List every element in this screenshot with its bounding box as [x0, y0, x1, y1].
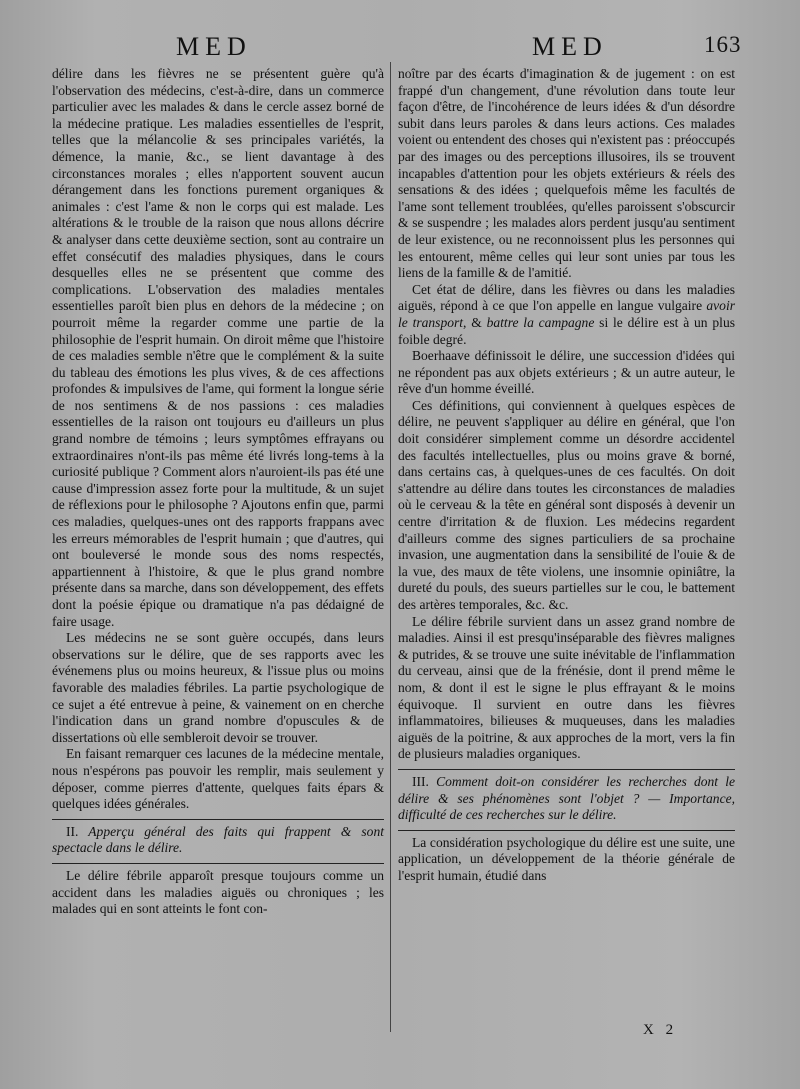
text-run: , & — [463, 314, 487, 330]
section-rule — [52, 863, 384, 864]
left-paragraph-2: Les médecins ne se sont guère occupés, dans leurs observations sur le délire, que de ses rapports avec les événemens plus ou moins heureux, & l'issue plus ou moins favorable des maladies fébriles. La partie psychologique de ce sujet a été entrevue à peine, & vainement on en cherche l'indication dans un grand nombre d'opuscules & de dissertations où elle sembleroit devoir se trouver. — [52, 630, 384, 745]
section-heading-2 — [52, 824, 384, 857]
section-number-3: III. — [412, 773, 429, 789]
left-paragraph-3: En faisant remarquer ces lacunes de la médecine mentale, nous n'espérons pas pouvoir les remplir, mais seulement y déposer, comme pierres d'attente, quelques faits épars & quelques idées générales. — [52, 746, 384, 812]
italic-phrase: avoir le transport — [398, 298, 735, 330]
column-divider — [390, 62, 391, 1032]
section-rule — [398, 830, 735, 831]
running-head-left: MED — [176, 32, 252, 61]
section-rule — [52, 819, 384, 820]
left-column — [52, 66, 384, 918]
left-paragraph-4: Le délire fébrile apparoît presque toujours comme un accident dans les maladies aiguës ou chroniques ; les malades qui en sont atteints le font con- — [52, 867, 384, 917]
section-rule — [398, 769, 735, 770]
section-title-3: Comment doit-on considérer les recherches dont le délire & ses phénomènes sont l'objet ? — Importance, difficulté de ces recherches sur le délire. — [398, 773, 735, 823]
right-paragraph-2 — [398, 282, 735, 348]
left-paragraph-1: délire dans les fièvres ne se présentent guère qu'à l'observation des médecins, c'est-à-dire, dans un commerce particulier avec les malades & dans le cercle assez borné de la médecine pratique. Les maladies essentielles de l'esprit, telles que la mélancolie & ses principales variétés, la démence, la manie, &c., se lient davantage à des circonstances morales ; elles n'apportent souvent aucun dérangement dans les fonctions purement organiques & animales : c'est l'ame & non le corps qui est malade. Les altérations & le trouble de la raison que nous allons décrire & analyser dans cette deuxième section, sont au contraire un effet consécutif des maladies physiques, dans le cours desquelles elles ne se présentent que comme des complications. L'observation des maladies mentales essentielles paroît bien plus en dehors de la médecine ; on pourroit même la regarder comme une partie de la philosophie de l'esprit humain. On diroit même que l'histoire de ces maladies semble n'être que le complément & la suite du tableau des émotions les plus vives, & de ces affections profondes & impulsives de l'ame, qui forment la longue série de nos sentimens & de nos passions : ces maladies essentielles de la raison ont toujours eu d'ailleurs un plus grand nombre de témoins ; leurs symptômes effrayans ou extraordinaires n'ont-ils pas même été livrés long-tems à la curiosité publique ? Comment alors n'auroient-ils pas été une cause d'impression assez forte pour la multitude, & un sujet de réflexions pour le philosophe ? Ajoutons enfin que, parmi ces maladies, quelques-unes ont des rapports frappans avec les erreurs mémorables de l'esprit humain ; que d'autres, qui ont bouleversé le monde sous des noms respectés, appartiennent à l'histoire, & que le plus grand nombre présente dans sa marche, dans son développement, des effets dont la poésie épique ou dramatique n'a pas dédaigné de faire usage. — [52, 66, 384, 629]
right-column — [398, 66, 735, 885]
page-number: 163 — [704, 32, 742, 57]
right-paragraph-6: La considération psychologique du délire est une suite, une application, un développement de la théorie générale de l'esprit humain, étudié dans — [398, 834, 735, 883]
running-head-right: MED — [532, 32, 608, 61]
text-run: si le délire est à un plus foible degré. — [398, 314, 735, 347]
right-paragraph-3: Boerhaave définissoit le délire, une succession d'idées qui ne répondent pas aux objets extérieurs ; & un autre auteur, le rêve d'un homme éveillé. — [398, 348, 735, 397]
right-paragraph-5: Le délire fébrile survient dans un assez grand nombre de maladies. Ainsi il est presqu'inséparable des fièvres malignes & putrides, & se trouve une suite inévitable de l'inflammation du cerveau, ainsi que de la frénésie, dont il prend même le nom, & dont il est le signe le plus effrayant & le moins équivoque. Il survient en outre dans les fièvres inflammatoires, bilieuses & muqueuses, dans les maladies aiguës de la poitrine, & aux approches de la mort, vers la fin de plusieurs maladies organiques. — [398, 613, 735, 762]
text-run: Cet état de délire, dans les fièvres ou dans les maladies aiguës, répond à ce que l'on appelle en langue vulgaire — [398, 281, 735, 314]
signature-mark: X 2 — [643, 1022, 678, 1038]
section-heading-3 — [398, 774, 735, 824]
section-title-2: Apperçu général des faits qui frappent & sont spectacle dans le délire. — [52, 823, 384, 856]
section-number-2: II. — [66, 823, 79, 839]
italic-phrase: battre la campagne — [486, 314, 595, 330]
right-paragraph-1: noître par des écarts d'imagination & de jugement : on est frappé d'un changement, d'une révolution dans toute leur façon d'être, de l'incohérence de leurs idées & d'un désordre subit dans leurs paroles & dans leurs actions. Ces malades voient ou entendent des choses qui n'existent pas : préoccupés par des images ou des perceptions illusoires, ils se trouvent incapables d'attention pour les objets extérieurs & réels des sensations & des idées ; quelquefois même les facultés de l'ame sont tellement troublées, qu'elles paroissent s'obscurcir & se suspendre ; les malades alors perdent jusqu'au sentiment de leur existence, ou ne reconnoissent plus les personnes qui les entourent, même celles qui leur sont unies par tous les liens de la famille & de l'amitié. — [398, 66, 735, 281]
right-paragraph-4: Ces définitions, qui conviennent à quelques espèces de délire, ne peuvent s'appliquer au délire en général, que l'on doit considérer simplement comme un désordre accidentel des facultés intellectuelles, plus ou moins grave & borné, dans certains cas, à quelques-unes de ces facultés. On doit s'attendre au délire dans toutes les circonstances de maladies où le cerveau & la tête en général sont disposés à devenir un centre d'irritation & de fluxion. Les médecins regardent d'ailleurs comme des signes particuliers de sa prochaine invasion, une augmentation dans la sensibilité de l'ouie & de la vue, des maux de tête violens, une insomnie opiniâtre, la dureté du pouls, des sueurs partielles sur le cou, le battement des artères temporales, &c. &c. — [398, 397, 735, 612]
